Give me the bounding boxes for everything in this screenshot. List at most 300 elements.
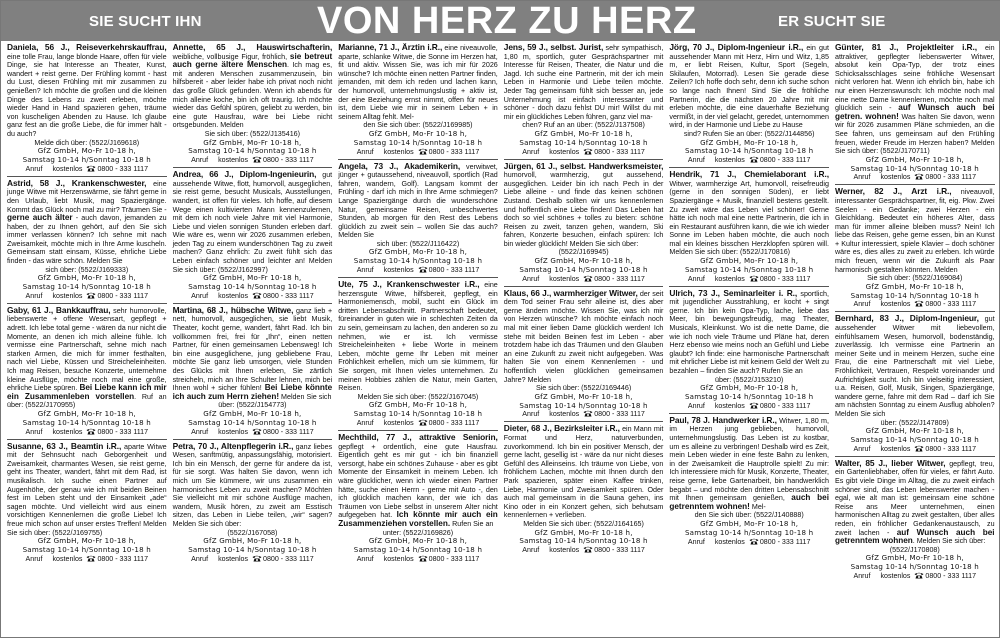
- ad-contact-line: sind? Rufen Sie an über: (5522/J144856): [683, 129, 815, 138]
- ad-headline: Gaby, 61 J., Bankkauffrau,: [7, 304, 111, 315]
- ad-highlight: gerne auch älter: [7, 213, 73, 223]
- ad-phone-line: [669, 402, 829, 411]
- phone-number: 0800 - 333 1117: [263, 156, 314, 165]
- ad-company-line: GfZ GmbH, Mo-Fr 10-18 h,: [534, 391, 633, 401]
- ad-text: niveauvoll, interessanter Gesprächspartner, fit, eig. Pkw. Zwei Seelen - ein Gedanke; zwei Herzen - ein Gleichklang. Bedeutet ein höheres Alter, dass man für immer alleine bleiben muss? Nein! Ich liebe das Reisen, gehe gerne essen, bin an Kunst + Kultur interessiert, spiele Klavier – doch schöner wäre es, dies alles zu zweit zu erleben. Ich würde mich freuen, wenn wir die Zukunft als Paar harmonisch gestalten könnten. Melden: [834, 188, 995, 274]
- telephone-icon: [86, 165, 96, 172]
- ad-text-after: Was halten Sie davon, wenn wir für 2026 zusammen Pläne schmieden, an die See fahren, uns gemeinsam auf den Frühling freuen, wieder Freude im Herzen haben? Melden Sie sich über: (5522/J170711): [834, 112, 995, 156]
- ad-text: ein Mann mit Format und Herz, naturverbunden, zuvorkommend. Ich bin ein positiver Mensch, der gerne lacht, gesellig ist - wäre da nur nicht dieses Gefühl des Alleinseins. Ich träume von Liebe, von fröhlichem Lachen, möchte mit Ihnen durch den Park spazieren, später einen Kaffee trinken, Liebe, Harmonie und Zweisamkeit spüren. Oder auch mal gemeinsam in die Sauna gehen, ins Kino oder in ein Konzert gehen, sich behutsam kennenlernen + verlieben.: [503, 425, 664, 520]
- free-label: kostenlos: [383, 266, 414, 275]
- ad-phone-line: [835, 572, 995, 581]
- personal-ad: [835, 186, 995, 312]
- ad-body: [173, 170, 333, 274]
- personal-ad: [504, 423, 664, 557]
- ad-hours-line: Samstag 10-14 h/Sonntag 10-18 h: [353, 256, 483, 266]
- ad-contact-line: unter: (5522/J169826): [382, 528, 454, 537]
- phone-number: 0800 - 333 1117: [594, 410, 645, 419]
- ad-text: gut aussehende Witwe, flott, humorvoll, ausgeglichen, sie reist gerne, besucht Musicals, Ausstellungen, wandert, ist offen für vieles. Ich hoffe, auf diesem Wege einen kultivierten Mann kennenzulernen, mit dem ich noch viele Jahre mit viel Harmonie, Liebe und vielen sonnigen Stunden erleben darf. Wie wäre es, wenn wir 2026 zusammen erleben, jeden Tag zu einem wunderschönen Tag zu zweit machen? Ganz ehrlich: Zu zweit fühlt sich das Leben einfach schöner und leichter an! Melden Sie sich über: (5522/J162997): [172, 171, 333, 274]
- ad-company-line: GfZ GmbH, Mo-Fr 10-18 h,: [203, 137, 302, 147]
- ad-contact-line: über: (5522/J153210): [715, 375, 784, 384]
- free-label: kostenlos: [52, 291, 83, 300]
- ad-body: [669, 416, 829, 512]
- phone-number: 0800 - 333 1117: [263, 554, 314, 563]
- personal-ad: [7, 42, 167, 177]
- ad-contact-line: Sie sich über: (5522/J135416): [204, 129, 301, 138]
- ad-body: [173, 306, 333, 402]
- free-label: kostenlos: [218, 156, 249, 165]
- ad-headline: Jürgen, 61 J., selbst. Handwerksmeister,: [503, 160, 664, 171]
- ad-body: [669, 43, 829, 130]
- ad-hours-line: Samstag 10-14 h/Sonntag 10-18 h: [684, 146, 814, 156]
- ad-headline: Paul, 78 J. Handwerker i.R.,: [669, 414, 777, 425]
- ad-headline: Angela, 73 J., Akademikerin,: [338, 160, 461, 171]
- ad-highlight: Bei Liebe könnte ich auch zum Herrn ziehen!: [172, 383, 333, 401]
- ad-company-line: GfZ GmbH, Mo-Fr 10-18 h,: [203, 408, 302, 418]
- phone-number: 0800 - 333 1117: [428, 147, 480, 156]
- phone-number: 0800 - 333 1117: [428, 418, 480, 427]
- ad-text: gut aussehender Witwer mit liebevollem, einfühlsamem Wesen, humorvoll, bodenständig, zuverlässig. Ich vermisse eine Partnerin an meiner Seite und in meinem Herzen, suche eine Frau, die eine Partnerschaft mit viel Liebe, Fröhlichkeit, Vertrauen, Respekt voreinander und Aufrichtigkeit sucht. Ich bin vielseitig interessiert, u.a. Reisen, Golf, Musik, Singen, Spaziergänge, wandere gerne, fahre mit dem Rad – darf ich Sie am nächsten Sonntag zu einem Ausflug abholen? Melden Sie sich: [834, 315, 995, 418]
- ad-headline: Marianne, 71 J., Ärztin i.R.,: [338, 42, 443, 52]
- ad-body: [504, 43, 664, 121]
- ad-hours-line: Samstag 10-14 h/Sonntag 10-18 h: [22, 544, 151, 554]
- phone-number: 0800 - 333 1117: [594, 147, 645, 156]
- ad-body: [338, 433, 498, 529]
- ad-highlight: sie betreut auch gerne ältere Menschen: [172, 51, 333, 70]
- header-left-label: SIE SUCHT IHN: [89, 13, 202, 30]
- ad-company-line: GfZ GmbH, Mo-Fr 10-18 h,: [37, 408, 136, 418]
- free-label: kostenlos: [52, 554, 83, 563]
- ad-headline: Hendrik, 71 J., Chemielaborant i.R.,: [669, 169, 829, 180]
- ad-text: der seit dem Tod seiner Frau sehr alleine ist, dies aber gerne ändern möchte. Wissen Sie, was ich mir von Herzen wünsche? Ich möchte einfach noch mal mit einer lieben Dame glücklich werden! Ich stehe mit beiden Beinen fest im Leben - aber trotzdem habe ich das Träumen und den Glauben an eine Zukunft zu zweit nicht aufgegeben. Was halten Sie von einem Kennenlernen - und hoffentlich vielen glücklichen gemeinsamen Jahre? Melden: [503, 289, 664, 384]
- ad-contact-line: Melden Sie sich über: (5522/J167045): [357, 392, 479, 401]
- call-label: Anruf: [191, 427, 209, 436]
- ad-hours-line: Samstag 10-14 h/Sonntag 10-18 h: [519, 536, 648, 546]
- phone-number: 0800 - 333 1117: [925, 571, 977, 580]
- free-label: kostenlos: [880, 173, 911, 182]
- personal-ad: [173, 441, 333, 566]
- ads-column: [501, 42, 667, 636]
- ad-hours-line: Samstag 10-14 h/Sonntag 10-18 h: [519, 400, 648, 410]
- personal-ad: [669, 415, 829, 549]
- personal-ad: [173, 305, 333, 440]
- free-label: kostenlos: [714, 401, 745, 410]
- ad-text: eine tolle Frau, lange blonde Haare, offen für viele Dinge, sie hat Interesse an Theater, Kunst, wandert + reist gerne. Der Frühling kommt - hast du Lust, diesen Frühling mit mir zusammen zu genießen? Ich möchte die großen und die kleinen Dinge des Lebens zu zweit erleben, möchte wieder Hand in Hand spazieren gehen, träume von kuscheligen Abenden zu Hause. Ich glaube ganz fest an die große Liebe, die für immer hält - du auch?: [7, 52, 167, 138]
- telephone-icon: [583, 546, 593, 553]
- call-label: Anruf: [687, 401, 705, 410]
- call-label: Anruf: [356, 418, 374, 427]
- ad-contact-line: Sie sich über: (5522/J169084): [867, 274, 963, 283]
- ad-text-after: . Ruf an über: (5522/J170955): [7, 392, 167, 410]
- ad-company-line: GfZ GmbH, Mo-Fr 10-18 h,: [534, 256, 633, 266]
- ad-phone-line: [7, 428, 167, 437]
- ad-contact-line: Sie sich über: (5522/J169446): [535, 384, 632, 393]
- ad-phone-line: [504, 275, 664, 284]
- personal-ad: [504, 161, 664, 287]
- ad-text: humorvoll, warmherzig, gut aussehend, ausgeglichen. Leider bin ich nach Pech in der Liebe alleine - und finde das keinen schönen Zustand. Deshalb sollten wir uns kennenlernen und hoffentlich eine Liebe finden! Das Leben hat doch so viel schönes + tolles zu bieten: schöne Reisen zu zweit, tanzen gehen, wandern, Ski fahren, Konzerte besuchen, einfach spüren: Ich bin wieder glücklich! Melden Sie sich über:: [503, 171, 664, 248]
- ad-text: eine junge Witwe mit Herzenswärme, sie fährt gerne in den Urlaub, liebt Musik, mag Spaziergänge. Kommt das Glück noch mal zu mir? Träumen Sie -: [7, 179, 167, 214]
- call-label: Anruf: [25, 554, 43, 563]
- free-label: kostenlos: [714, 156, 745, 165]
- ad-text: gepflegt + ordentlich, eine gute Hausfrau. Eigentlich geht es mir gut - ich bin finanziell versorgt, habe ein schönes Zuhause - aber es gibt Momente der Einsamkeit in meinem Leben. Ich wäre glücklicher, wenn ich wieder einen Partner hätte, suche einen Herrn - gerne mit Auto -, den ich glücklich machen kann, der wie ich das Träumen von Liebe selbst in unserem Alter nicht aufgegeben hat.: [338, 442, 498, 520]
- ad-hours-line: Samstag 10-14 h/Sonntag 10-18 h: [519, 264, 648, 274]
- ad-hours-line: Samstag 10-14 h/Sonntag 10-18 h: [684, 391, 814, 401]
- ads-columns: [4, 42, 998, 636]
- ad-body: [173, 442, 333, 529]
- free-label: kostenlos: [880, 571, 911, 580]
- ad-headline: Klaus, 66 J., warmherziger Witwer,: [503, 287, 638, 298]
- ad-hours-line: Samstag 10-14 h/Sonntag 10-18 h: [684, 264, 814, 274]
- personal-ad: [504, 42, 664, 160]
- ad-phone-line: [338, 266, 498, 275]
- ad-hours-line: Samstag 10-14 h/Sonntag 10-18 h: [850, 290, 979, 300]
- telephone-icon: [86, 555, 96, 562]
- ad-hours-line: Samstag 10-14 h/Sonntag 10-18 h: [22, 417, 151, 427]
- ad-text: aparte Witwe mit der Sehnsucht nach Geborgenheit und Zweisamkeit, charmantes Wesen, sie reist gerne, geht ins Theater, wandert, fährt mit dem Rad, ist musikalisch. Ich suche einen Partner auf Augenhöhe, der genau wie ich mit beiden Beinen fest im Leben steht und der Einsamkeit „ade“ sagen möchte. Und vielleicht wird aus einem vorsichtigen Kennenlernen die große Liebe! Ich freue mich schon auf unser erstes Treffen! Melden Sie sich über: (5522/J169755): [7, 442, 167, 537]
- ad-contact-line: sich über: (5522/J169333): [45, 265, 129, 274]
- ad-body: [835, 43, 995, 156]
- personal-ad: [835, 313, 995, 456]
- personal-ad: [338, 161, 498, 279]
- phone-number: 0800 - 333 1117: [97, 291, 149, 300]
- ad-company-line: GfZ GmbH, Mo-Fr 10-18 h,: [37, 273, 136, 283]
- personal-ad: [338, 42, 498, 160]
- ad-body: [504, 162, 664, 249]
- ad-company-line: GfZ GmbH, Mo-Fr 10-18 h,: [700, 256, 799, 266]
- ad-hours-line: Samstag 10-14 h/Sonntag 10-18 h: [850, 163, 979, 173]
- ad-body: [669, 289, 829, 376]
- ad-company-line: GfZ GmbH, Mo-Fr 10-18 h,: [368, 536, 468, 546]
- ad-body: [7, 43, 167, 139]
- ad-contact-line: über: (5522/J147809): [880, 418, 949, 427]
- ad-phone-line: [7, 292, 167, 301]
- ad-headline: Günter, 81 J., Projektleiter i.R.,: [834, 42, 977, 52]
- ad-phone-line: [669, 538, 829, 547]
- phone-number: 0800 - 333 1117: [925, 444, 977, 453]
- free-label: kostenlos: [549, 546, 580, 555]
- ads-column: [170, 42, 336, 636]
- ad-text: eine herzensgute Witwe, hilfsbereit, gepflegt, ein Harmoniemensch, mobil, sucht ein Glück im dritten Lebensabschnitt. Partnerschaft bedeutet, füreinander in guten wie in schlechten Zeiten da zu sein, gemeinsam zu lachen, den anderen so zu nehmen, wie er ist. Ich vermisse Streicheleinheiten + liebe Worte in meinem Leben, möchte gerne Ihr Leben mit meiner Fröhlichkeit erhellen, mich um sie kümmern, für Sie sorgen, mit Ihnen vieles unternehmen. Zu meinen Hobbies zählen die Natur, mein Garten, Reisen.: [338, 281, 498, 393]
- call-label: Anruf: [853, 173, 871, 182]
- telephone-icon: [418, 148, 428, 155]
- phone-number: 0800 - 333 1117: [263, 427, 314, 436]
- personal-ad: [173, 169, 333, 304]
- telephone-icon: [749, 156, 759, 163]
- personal-ad: [338, 432, 498, 566]
- personal-ad: [504, 288, 664, 423]
- ad-hours-line: Samstag 10-14 h/Sonntag 10-18 h: [850, 562, 979, 572]
- ad-hours-line: Samstag 10-14 h/Sonntag 10-18 h: [353, 544, 483, 554]
- ad-text-after: Rufen Sie an: [450, 519, 494, 528]
- free-label: kostenlos: [218, 291, 249, 300]
- ad-headline: Ute, 75 J., Krankenschwester i.R.,: [338, 279, 480, 290]
- phone-number: 0800 - 333 1117: [759, 274, 811, 283]
- ad-text: eine niveauvolle, aparte, schlanke Witwe, die Sonne im Herzen hat, fit und aktiv. Wissen Sie, was ich mir für 2026 wünsche? Ich möchte einen netten Partner finden, jemanden, mit dem ich reden und lachen kann, der humorvoll, unternehmungslustig + aktiv ist, der eine Beziehung ernst nimmt, offen für neues ist, dem Liebe wie mir in seinem Leben + in seinem Alltag fehlt. Mel-: [338, 44, 498, 121]
- free-label: kostenlos: [549, 147, 580, 156]
- ad-headline: Jörg, 70 J., Diplom-Ingenieur i.R.,: [669, 42, 804, 52]
- ad-text: ganz liebes Wesen, sanftmütig, anpassungsfähig, motorisiert. Ich bin ein Mensch, der gerne für andere da ist, für sie sorgt. Was halten Sie davon, wenn ich mich um Sie kümmere, wir uns zusammen ein harmonisches Leben zu zweit machen? Möchten Sie vielleicht mit mir schöne Ausflüge machen, wandern, Musik hören, zu zweit am Esstisch sitzen, das Leben in Liebe teilen, „wir“ sagen? Melden Sie sich über:: [172, 442, 333, 528]
- free-label: kostenlos: [218, 427, 249, 436]
- personal-ad: [669, 288, 829, 414]
- ad-contact-line: Melden Sie sich über: (5522/J164165): [523, 519, 644, 528]
- telephone-icon: [86, 428, 96, 435]
- ad-text: gepflegt, treu, ein Gartenliebhaber, offen für vieles, er fährt Auto. Es gibt viele Dinge im Alltag, die zu zweit einfach schöner sind, das Leben lebenswerter machen - egal, wie alt man ist: gemeinsam eine schöne Reise ans Meer unternehmen, einen harmonischen Alltag zu zweit gestalten, über alles reden, ein fröhlicher Gedankenaustausch, zu zweit lachen -: [834, 459, 995, 537]
- call-label: Anruf: [522, 147, 540, 156]
- ad-company-line: GfZ GmbH, Mo-Fr 10-18 h,: [865, 553, 964, 563]
- ad-phone-line: [835, 300, 995, 309]
- ad-hours-line: Samstag 10-14 h/Sonntag 10-18 h: [22, 282, 151, 292]
- telephone-icon: [583, 410, 593, 417]
- ad-headline: Walter, 85 J., lieber Witwer,: [834, 457, 946, 468]
- ad-phone-line: [173, 555, 333, 564]
- ad-text-after: . Ich mag es, mit anderen Menschen zusammenzusein, bin hilfsbereit - aber leider habe ich privat noch nicht das große Glück gefunden. Wenn ich abends für mich alleine koche, bin ich oft traurig. Ich möchte wieder das Gefühl spüren, geliebt zu werden, bin eine gute Hausfrau, wäre bei Liebe nicht ortsgebunden. Melden: [172, 61, 333, 130]
- telephone-icon: [749, 538, 759, 545]
- telephone-icon: [418, 555, 428, 562]
- ad-company-line: GfZ GmbH, Mo-Fr 10-18 h,: [37, 146, 136, 156]
- ad-text-after: Melden Sie sich: [279, 392, 332, 401]
- phone-number: 0800 - 333 1117: [97, 427, 149, 436]
- telephone-icon: [914, 173, 924, 180]
- call-label: Anruf: [687, 156, 705, 165]
- ad-highlight: auch bei getrenntem wohnen!: [669, 493, 829, 511]
- ad-phone-line: [173, 428, 333, 437]
- ad-contact-line: den Sie sich über: (5522/J140888): [694, 511, 804, 520]
- ad-body: [7, 179, 167, 266]
- personal-ad: [173, 42, 333, 168]
- ads-column: [666, 42, 832, 636]
- phone-number: 0800 - 333 1117: [925, 173, 977, 182]
- page-title: VON HERZ ZU HERZ: [317, 0, 697, 42]
- ad-body: [669, 170, 829, 257]
- ad-text-after: . Melden Sie sich über:: [912, 537, 986, 546]
- telephone-icon: [749, 275, 759, 282]
- ad-body: [173, 43, 333, 130]
- ad-hours-line: Samstag 10-14 h/Sonntag 10-18 h: [519, 137, 648, 147]
- call-label: Anruf: [522, 546, 540, 555]
- ad-body: [7, 442, 167, 538]
- telephone-icon: [252, 428, 262, 435]
- ad-phone-line: [504, 148, 664, 157]
- ad-headline: Ulrich, 73 J., Seminarleiter i. R.,: [669, 287, 798, 298]
- ad-contact-line: über: (5522/J154773): [218, 401, 287, 410]
- ad-hours-line: Samstag 10-14 h/Sonntag 10-18 h: [22, 154, 151, 164]
- ad-headline: Daniela, 56 J., Reiseverkehrskauffrau,: [7, 42, 167, 52]
- call-label: Anruf: [191, 156, 209, 165]
- phone-number: 0800 - 333 1117: [428, 554, 480, 563]
- phone-number: 0800 - 333 1117: [97, 554, 149, 563]
- free-label: kostenlos: [880, 300, 911, 309]
- free-label: kostenlos: [52, 427, 83, 436]
- call-label: Anruf: [522, 274, 540, 283]
- phone-number: 0800 - 333 1117: [759, 156, 811, 165]
- ad-hours-line: Samstag 10-14 h/Sonntag 10-18 h: [353, 409, 483, 419]
- ads-column: [4, 42, 170, 636]
- ad-headline: Dieter, 68 J., Bezirksleiter i.R.,: [503, 423, 620, 434]
- ad-highlight: auf Wunsch auch bei getren. wohnen!: [834, 103, 995, 121]
- ad-text: ein attraktiver, gepflegter liebenswerter Witwer, absolut kein Opa-Typ, der trotz eines Schicksalsschlages seine fröhliche Wesensart nicht verloren hat. Wenn ich ehrlich bin, habe ich nur einen Herzenswunsch: Ich möchte noch mal eine nette Dame kennenlernen, möchte noch mal glücklich sein -: [834, 44, 995, 113]
- phone-number: 0800 - 333 1117: [759, 537, 811, 546]
- ad-text-after: - auch davon, jemanden zu haben, der zu Ihnen gehört, auf den Sie sich immer verlassen können? Ich sehne mit nach Zweisamkeit, möchte mich in Ihre Arme kuscheln. Gemeinsam statt einsam, Küsse, ehrliche Liebe finden - das wäre schön. Melden Sie: [7, 214, 167, 266]
- personal-ad: [669, 42, 829, 168]
- call-label: Anruf: [356, 266, 374, 275]
- ad-headline: Petra, 70 J., Altenpflegerin i.R.,: [172, 440, 294, 451]
- personal-ad: [7, 305, 167, 440]
- call-label: Anruf: [25, 291, 43, 300]
- call-label: Anruf: [853, 444, 871, 453]
- ad-headline: Martina, 68 J., hübsche Witwe,: [172, 304, 294, 315]
- ad-text: sehr humorvolle, liebenswerte + offene Wesensart, gepflegt + adrett. Ich lebe total gerne - wären da nur nicht die Momente, an denen ich mich alleine fühle. Ich vermisse eine Partnerschaft, sehne mich nach starken Armen, die mich für immer festhalten, nach viel Liebe, Küssen und Streicheleinheiten. Ich mag Reisen, besuche Konzerte, unternehme kleine Ausflüge, möchte noch mal eine große, ehrliche Liebe spüren.: [7, 306, 167, 393]
- call-label: Anruf: [191, 554, 209, 563]
- call-label: Anruf: [356, 554, 374, 563]
- personal-ad: [835, 42, 995, 185]
- ad-headline: Annette, 65 J., Hauswirtschafterin,: [172, 42, 333, 52]
- ad-hours-line: Samstag 10-14 h/Sonntag 10-18 h: [850, 434, 979, 444]
- ad-phone-line: [835, 173, 995, 182]
- telephone-icon: [418, 419, 428, 426]
- ad-body: [338, 280, 498, 393]
- free-label: kostenlos: [714, 537, 745, 546]
- ad-phone-line: [504, 410, 664, 419]
- ad-hours-line: Samstag 10-14 h/Sonntag 10-18 h: [188, 146, 317, 156]
- ad-phone-line: [173, 156, 333, 165]
- call-label: Anruf: [687, 274, 705, 283]
- ad-hours-line: Samstag 10-14 h/Sonntag 10-18 h: [353, 137, 483, 147]
- ad-company-line: GfZ GmbH, Mo-Fr 10-18 h,: [865, 281, 964, 291]
- free-label: kostenlos: [383, 147, 414, 156]
- ad-contact-line: sich über: (5522/J116422): [376, 239, 460, 248]
- telephone-icon: [914, 300, 924, 307]
- phone-number: 0800 - 333 1117: [594, 546, 645, 555]
- ad-company-line: GfZ GmbH, Mo-Fr 10-18 h,: [203, 536, 302, 546]
- ad-hours-line: Samstag 10-14 h/Sonntag 10-18 h: [188, 417, 317, 427]
- telephone-icon: [914, 572, 924, 579]
- ad-hours-line: Samstag 10-14 h/Sonntag 10-18 h: [188, 544, 317, 554]
- free-label: kostenlos: [383, 418, 414, 427]
- ad-phone-line: [338, 419, 498, 428]
- free-label: kostenlos: [880, 444, 911, 453]
- phone-number: 0800 - 333 1117: [97, 164, 149, 173]
- telephone-icon: [252, 555, 262, 562]
- ad-phone-line: [7, 555, 167, 564]
- ad-body: [835, 459, 995, 546]
- ad-highlight: auf Wunsch auch bei getrenntem wohnen: [834, 527, 995, 546]
- ad-company-line: GfZ GmbH, Mo-Fr 10-18 h,: [368, 247, 468, 257]
- ad-body: [504, 289, 664, 385]
- ad-text: weibliche, vollbusige Figur, fröhlich,: [172, 52, 290, 61]
- ad-contact-line: Melde dich über: (5522/J169618): [34, 138, 140, 147]
- ad-body: [338, 43, 498, 121]
- phone-number: 0800 - 333 1117: [759, 401, 811, 410]
- free-label: kostenlos: [549, 274, 580, 283]
- ad-text: sportlich, mit jugendlicher Ausstrahlung, er kocht + singt gerne. Ich bin kein Opa-Typ, lache, liebe das Meer, bin bewegungsfreudig, mag Theater, Musicals, Kleinkunst. Wo ist die nette Dame, die wie ich noch viele Träume und Pläne hat, deren Herz ebenso wie meins noch an Gefühl und Liebe glaubt? Ich finde: eine harmonische Partnerschaft mit ehrlicher Liebe ist mit keinem Geld der Welt zu bezahlen – finden Sie auch? Rufen Sie an: [669, 289, 829, 375]
- ad-body: [504, 424, 664, 520]
- telephone-icon: [252, 156, 262, 163]
- ad-body: [338, 162, 498, 240]
- phone-number: 0800 - 333 1117: [594, 274, 645, 283]
- telephone-icon: [418, 266, 428, 273]
- telephone-icon: [583, 148, 593, 155]
- ad-company-line: GfZ GmbH, Mo-Fr 10-18 h,: [700, 137, 799, 147]
- ad-headline: Mechthild, 77 J., attraktive Seniorin,: [338, 431, 498, 442]
- ad-company-line: GfZ GmbH, Mo-Fr 10-18 h,: [534, 527, 633, 537]
- ad-company-line: GfZ GmbH, Mo-Fr 10-18 h,: [368, 128, 468, 138]
- ad-phone-line: [669, 156, 829, 165]
- ad-headline: Astrid, 58 J., Krankenschwester,: [7, 177, 147, 188]
- ad-contact-line: (5522/J170808): [889, 545, 940, 554]
- ad-headline: Andrea, 66 J., Diplom-Ingenieurin,: [172, 169, 317, 180]
- telephone-icon: [86, 292, 96, 299]
- ad-phone-line: [504, 546, 664, 555]
- ad-headline: Susanne, 63 J., Beamtin i.R.,: [7, 440, 122, 451]
- phone-number: 0800 - 333 1117: [428, 266, 480, 275]
- ad-company-line: GfZ GmbH, Mo-Fr 10-18 h,: [700, 383, 799, 393]
- personal-ad: [669, 169, 829, 287]
- ad-contact-line: (5522/J167058): [227, 528, 278, 537]
- section-header: [1, 1, 1000, 41]
- call-label: Anruf: [853, 571, 871, 580]
- ad-highlight: Bei Liebe kann ich mir ein Zusammenleben vorstellen: [7, 383, 167, 401]
- call-label: Anruf: [25, 164, 43, 173]
- ad-text: ganz lieb + nett, humorvoll, ausgeglichen, sie liebt Musik, Theater, kocht gerne, wandert, fährt Rad. Ich bin vollkommen frei, frei für „Ihn“, einen netten Partner, für einen gemeinsamen Lebensweg! Ich bin eine ausgeglichene, jung gebliebene Frau, möchte Sie ganz lieb umsorgen, viele Stunden des Glücks mit Ihnen erleben, Sie zärtlich streicheln, mich an Ihre Schulter lehnen, mich bei Ihnen wohl + sicher fühlen!: [172, 306, 333, 393]
- ad-contact-line: (5522/J169945): [558, 248, 609, 257]
- ad-company-line: GfZ GmbH, Mo-Fr 10-18 h,: [368, 400, 468, 410]
- ad-phone-line: [173, 292, 333, 301]
- ad-phone-line: [835, 445, 995, 454]
- ad-headline: Werner, 82 J., Arzt i.R.,: [834, 186, 952, 197]
- personal-ad: [7, 178, 167, 304]
- phone-number: 0800 - 333 1117: [263, 291, 314, 300]
- telephone-icon: [749, 402, 759, 409]
- free-label: kostenlos: [714, 274, 745, 283]
- ad-text: verwitwet, jünger + gutaussehend, niveauvoll, sportlich (Rad fahren, wandern, Golf). Langsam kommt der Frühling - darf ich mich in Ihre Arme schmiegen? Lange Spaziergänge durch die wunderschöne Natur, gemeinsame Reisen, unbeschwertes Stunden, ab morgen für den Rest des Lebens glücklich zu zweit sein – wollen Sie das auch? Melden Sie: [338, 162, 498, 240]
- ads-column: [832, 42, 998, 636]
- free-label: kostenlos: [383, 554, 414, 563]
- personal-ad: [835, 458, 995, 583]
- ad-text: sehr sympathisch, 1,80 m, sportlich, guter Gesprächspartner mit Interesse für Reisen, Theater, die Natur und die Jagd. Ich suche eine Partnerin, mit der ich mein Leben in Harmonie und Liebe teilen möchte. Jeder Tag gemeinsam fühlt sich besser an, jede Unternehmung ist einfach interessanter und schöner - doch dazu fehlst DU mir! Willst du mit mir ein glückliches Leben führen, ganz viel ma-: [503, 44, 664, 121]
- ad-hours-line: Samstag 10-14 h/Sonntag 10-18 h: [188, 282, 317, 292]
- ad-company-line: GfZ GmbH, Mo-Fr 10-18 h,: [37, 536, 136, 546]
- telephone-icon: [252, 292, 262, 299]
- ad-company-line: GfZ GmbH, Mo-Fr 10-18 h,: [700, 518, 799, 528]
- ad-body: [7, 306, 167, 410]
- personal-ad: [7, 441, 167, 566]
- ads-column: [335, 42, 501, 636]
- ad-company-line: GfZ GmbH, Mo-Fr 10-18 h,: [534, 128, 633, 138]
- ad-highlight: Ich könnte mir auch ein Zusammenziehen vorstellen.: [338, 510, 498, 528]
- ad-headline: Bernhard, 83 J., Diplom-Ingenieur,: [834, 313, 979, 324]
- ad-phone-line: [338, 555, 498, 564]
- call-label: Anruf: [687, 537, 705, 546]
- call-label: Anruf: [853, 300, 871, 309]
- ad-body: [835, 187, 995, 274]
- call-label: Anruf: [522, 410, 540, 419]
- free-label: kostenlos: [218, 554, 249, 563]
- ad-company-line: GfZ GmbH, Mo-Fr 10-18 h,: [203, 273, 302, 283]
- call-label: Anruf: [356, 147, 374, 156]
- ad-text-after: Mel-: [749, 502, 766, 511]
- ad-body: [835, 314, 995, 418]
- call-label: Anruf: [191, 291, 209, 300]
- ad-phone-line: [338, 148, 498, 157]
- ad-company-line: GfZ GmbH, Mo-Fr 10-18 h,: [865, 154, 964, 164]
- ad-text: Witwer, warmherzige Art, humorvoll, reisefreudig (gerne in den sonnigen Süden), er liebt Spaziergänge + Musik, finanziell bestens gestellt. Zu zweit wäre das Leben viel schöner! Gerne hätte ich noch mal eine nette Partnerin, die ich in ein Restaurant ausführen kann, die wie ich wieder Sonne im Leben haben möchte, die auch noch mal ein kleines bisschen Herzklopfen spüren will. Melden Sie sich über: (5522/J170816): [669, 179, 829, 257]
- ad-phone-line: [7, 165, 167, 174]
- ad-text: Witwer, 1,80 m, im Herzen jung geblieben, humorvoll, unternehmungslustig. Das Leben ist zu kostbar, um es alleine zu verbringen! Deshalb wird es Zeit, mein Leben wieder in eine feste Bahn zu lenken, in der Zweisamkeit die Hauptrolle spielt! Zu mir: Ich interessiere mich für Musik, Konzerte, Theater, reise gerne, liebe Gartenarbeit, bin handwerklich begabt – und möchte den dritten Lebensabschnitt mit Ihnen gemeinsam genießen,: [669, 416, 829, 503]
- ad-hours-line: Samstag 10-14 h/Sonntag 10-18 h: [684, 527, 814, 537]
- free-label: kostenlos: [52, 164, 83, 173]
- telephone-icon: [914, 445, 924, 452]
- phone-number: 0800 - 333 1117: [925, 300, 977, 309]
- ad-contact-line: chen? Ruf an an über: (5522/J137508): [522, 121, 645, 130]
